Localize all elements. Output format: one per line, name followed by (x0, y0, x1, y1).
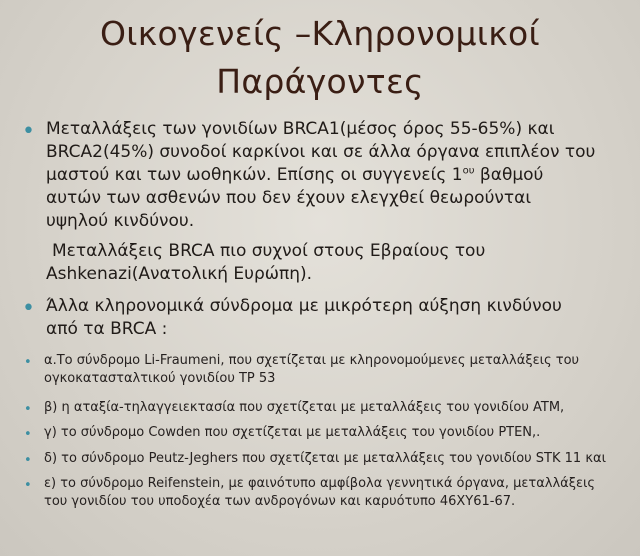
syndrome-d-dot: • (24, 453, 32, 468)
bullet-1-line-3-sup: ου (462, 165, 475, 177)
syndrome-c-dot: • (24, 427, 32, 442)
bullet-1-line-3-text: μαστού και των ωοθηκών. Επίσης οι συγγενείς 1 (46, 165, 463, 185)
syndrome-a-dot: • (24, 355, 32, 370)
syndrome-e-line-1: ε) το σύνδρομο Reifenstein, με φαινότυπο αμφίβολα γεννητικά όργανα, μεταλλάξεις (44, 476, 596, 491)
slide-title-line-1: Οικογενείς –Κληρονομικοί (100, 14, 540, 53)
bullet-dot-2: • (22, 296, 35, 321)
bullet-1-line-1: Μεταλλάξεις των γονιδίων BRCA1(μέσος όρος 55-65%) και (46, 119, 555, 139)
bullet-dot-1: • (22, 119, 35, 144)
syndrome-e-line-2: του γονιδίου του υποδοχέα των ανδρογόνων και καρυότυπο 46XY61-67. (44, 494, 516, 509)
syndrome-a-line-2: ογκοκατασταλτικού γονιδίου TP 53 (44, 371, 276, 386)
bullet-1-line-3 (46, 164, 543, 187)
syndrome-c-line: γ) το σύνδρομο Cowden που σχετίζεται με μεταλλάξεις του γονιδίου PTEN,. (44, 425, 541, 440)
bullet-1-line-4: αυτών των ασθενών που δεν έχουν ελεγχθεί θεωρούνται (46, 188, 532, 208)
syndrome-a-line-1: α.Το σύνδρομο Li-Fraumeni, που σχετίζεται με κληρονομούμενες μεταλλάξεις του (44, 353, 580, 368)
bullet-1-line-5: υψηλού κινδύνου. (46, 211, 195, 231)
bullet-1-line-2: BRCA2(45%) συνοδοί καρκίνοι και σε άλλα όργανα επιπλέον του (46, 142, 596, 162)
bullet-2-line-2: από τα BRCA : (46, 319, 168, 339)
paragraph-2-line-2: Ashkenazi(Ανατολική Ευρώπη). (46, 264, 313, 284)
bullet-1-line-3-end: βαθμού (474, 165, 544, 185)
paragraph-2-line-1: Μεταλλάξεις BRCA πιο συχνοί στους Εβραίους του (52, 241, 486, 261)
syndrome-b-line: β) η αταξία-τηλαγγειεκτασία που σχετίζεται με μεταλλάξεις του γονιδίου ATM, (44, 400, 565, 415)
bullet-2-line-1: Άλλα κληρονομικά σύνδρομα με μικρότερη αύξηση κινδύνου (46, 296, 562, 316)
slide-title-line-2: Παράγοντες (216, 62, 424, 101)
syndrome-b-dot: • (24, 402, 32, 417)
syndrome-d-line: δ) το σύνδρομο Peutz-Jeghers που σχετίζεται με μεταλλάξεις του γονιδίου STK 11 και (44, 451, 606, 466)
syndrome-e-dot: • (24, 478, 32, 493)
